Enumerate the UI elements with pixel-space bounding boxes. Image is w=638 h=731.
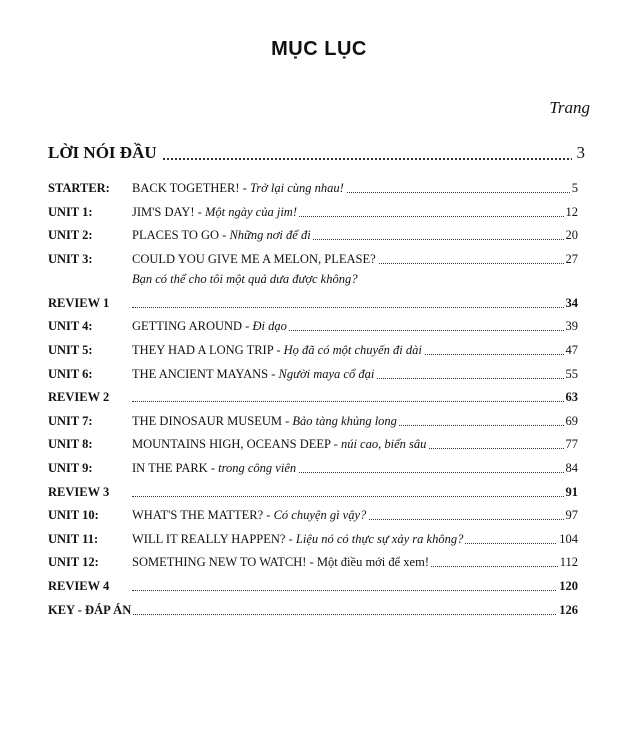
- unit-title-vi: trong công viên: [218, 460, 297, 475]
- page-title: MỤC LỤC: [271, 38, 367, 60]
- review-label: REVIEW 3: [48, 484, 112, 500]
- unit-title-vi: Đi dạo: [252, 319, 287, 334]
- unit-label: UNIT 7:: [48, 413, 96, 429]
- toc-row-review-2[interactable]: [48, 389, 578, 413]
- unit-title-en: BACK TOGETHER! -: [132, 181, 250, 195]
- unit-label: UNIT 5:: [48, 342, 96, 358]
- unit-title-en: MOUNTAINS HIGH, OCEANS DEEP -: [132, 437, 341, 452]
- toc-row-review-4[interactable]: [48, 578, 578, 602]
- page-number: 55: [565, 366, 578, 381]
- page-number: 39: [565, 319, 578, 334]
- unit-label: UNIT 4:: [48, 318, 96, 334]
- toc-row-unit-11[interactable]: [48, 531, 578, 555]
- page-number: 77: [565, 437, 578, 452]
- page-number: 12: [565, 204, 578, 219]
- unit-label: UNIT 2:: [48, 227, 96, 243]
- page-number: 91: [565, 484, 578, 499]
- unit-title-vi: Bảo tàng khủng long: [292, 413, 397, 428]
- toc-row-unit-12[interactable]: [48, 554, 578, 578]
- page-number: 120: [559, 578, 578, 593]
- toc-row-unit-9[interactable]: [48, 460, 578, 484]
- toc-row-unit-4[interactable]: [48, 318, 578, 342]
- unit-title-en: GETTING AROUND -: [132, 319, 253, 334]
- unit-label: UNIT 3:: [48, 251, 96, 267]
- unit-label: UNIT 8:: [48, 436, 96, 452]
- unit-label: UNIT 6:: [48, 366, 96, 382]
- page-number: 34: [565, 295, 578, 310]
- unit-title-vi: Bạn có thể cho tôi một quả dưa được không?: [132, 271, 358, 286]
- page-number: 126: [559, 602, 578, 617]
- unit-label: UNIT 9:: [48, 460, 96, 476]
- unit-title-en: WHAT'S THE MATTER? -: [132, 508, 274, 523]
- page-column-header: Trang: [549, 98, 590, 117]
- unit-title-vi: Trở lại cùng nhau!: [249, 181, 344, 195]
- unit-title-en: JIM'S DAY! -: [132, 204, 205, 219]
- toc-row-unit-10[interactable]: [48, 507, 578, 531]
- unit-title-vi: Liệu nó có thực sự xảy ra không?: [295, 531, 464, 546]
- toc-preface-row[interactable]: [48, 139, 585, 165]
- page-number: 5: [571, 181, 578, 195]
- unit-title-vi: Một ngày của jim!: [204, 204, 297, 219]
- unit-label: UNIT 11:: [48, 531, 101, 547]
- toc-row-unit-3[interactable]: [48, 251, 578, 295]
- unit-title-en: THEY HAD A LONG TRIP -: [132, 342, 284, 357]
- dot-leader: [132, 307, 578, 308]
- unit-title-en: PLACES TO GO -: [132, 228, 230, 243]
- page-number: 20: [565, 228, 578, 243]
- review-label: REVIEW 4: [48, 578, 112, 594]
- unit-title-en: WILL IT REALLY HAPPEN? -: [132, 531, 296, 546]
- preface-page: 3: [572, 143, 586, 163]
- toc-list: [48, 180, 578, 625]
- toc-row-unit-6[interactable]: [48, 366, 578, 390]
- page-number: 97: [565, 508, 578, 523]
- page-number: 69: [565, 413, 578, 428]
- toc-row-unit-2[interactable]: [48, 227, 578, 251]
- unit-title-vi: núi cao, biển sâu: [340, 437, 427, 452]
- dot-leader: [132, 401, 578, 402]
- toc-row-key[interactable]: [48, 602, 578, 626]
- unit-title-vi: Có chuyện gì vậy?: [273, 508, 367, 523]
- toc-row-unit-7[interactable]: [48, 413, 578, 437]
- key-label: KEY - ĐÁP ÁN: [48, 602, 132, 617]
- unit-title-en: IN THE PARK -: [132, 460, 219, 475]
- unit-title-en: THE ANCIENT MAYANS -: [132, 366, 279, 381]
- toc-row-review-1[interactable]: [48, 295, 578, 319]
- toc-row-unit-8[interactable]: [48, 436, 578, 460]
- page-number: 47: [565, 342, 578, 357]
- toc-row-review-3[interactable]: [48, 484, 578, 508]
- unit-title-vi: Người maya cổ đại: [278, 366, 375, 381]
- dot-leader: [132, 496, 578, 497]
- unit-title-vi: Họ đã có một chuyến đi dài: [283, 342, 422, 357]
- unit-label: UNIT 12:: [48, 554, 102, 570]
- unit-title-en: THE DINOSAUR MUSEUM -: [132, 413, 293, 428]
- unit-label: UNIT 1:: [48, 204, 96, 220]
- review-label: REVIEW 2: [48, 389, 112, 405]
- preface-label: LỜI NÓI ĐẦU: [48, 143, 161, 163]
- page-number: 104: [559, 531, 578, 546]
- unit-label: STARTER:: [48, 180, 113, 196]
- unit-title-vi: Những nơi để đi: [229, 228, 311, 243]
- toc-row-unit-1[interactable]: [48, 204, 578, 228]
- unit-title-en: SOMETHING NEW TO WATCH! - Một điều mới để xem!: [132, 555, 429, 570]
- page-number: 63: [565, 390, 578, 405]
- dot-leader: [132, 590, 578, 591]
- toc-row-unit-5[interactable]: [48, 342, 578, 366]
- review-label: REVIEW 1: [48, 295, 112, 311]
- page-number: 112: [559, 555, 578, 570]
- unit-label: UNIT 10:: [48, 507, 102, 523]
- page-number: 84: [565, 460, 578, 475]
- page-number: 27: [565, 251, 578, 266]
- toc-row-starter[interactable]: [48, 180, 578, 204]
- unit-title-en: COULD YOU GIVE ME A MELON, PLEASE?: [132, 251, 376, 266]
